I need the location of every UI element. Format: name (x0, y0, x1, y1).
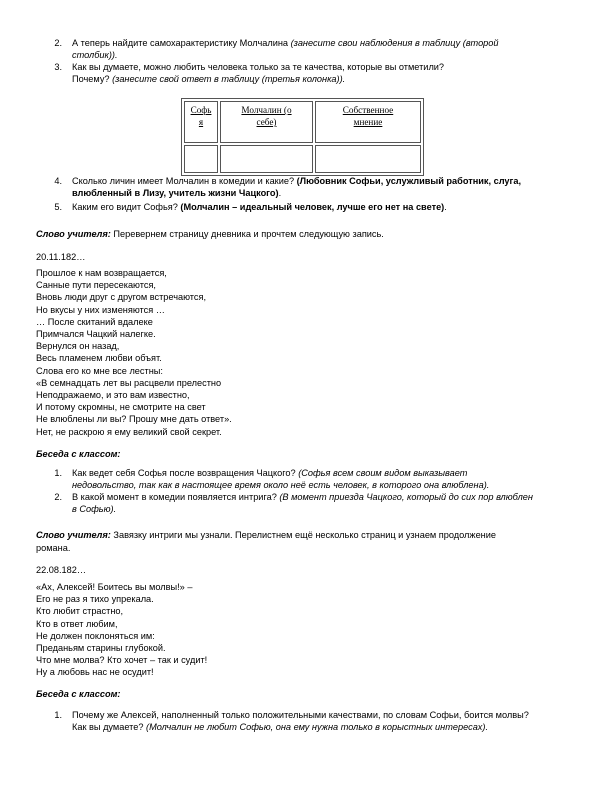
table-cell (184, 145, 218, 173)
poem-line: Но вкусы у них изменяются … (36, 304, 165, 315)
list-number: 2. (54, 492, 62, 502)
table-header-own-opinion: Собственное мнение (315, 101, 421, 143)
diary-date-2: 22.08.182… (36, 565, 87, 575)
text-run: недовольство, так как в настоящее время около неё есть человек, в которого она влюблена). (72, 480, 490, 490)
text-run: Почему? (72, 74, 113, 84)
poem-line: Нет, не раскрою я ему великий свой секрет. (36, 426, 222, 437)
poem-line: Не влюблены ли вы? Прошу мне дать ответ». (36, 414, 232, 425)
list-item-line (72, 479, 489, 491)
text-run: (занесите свой ответ в таблицу (третья колонка)). (112, 74, 346, 84)
list-item-line (72, 467, 467, 479)
text-run: . (278, 188, 282, 198)
table-header-sofia: Софь я (184, 101, 218, 143)
teacher-remark-2: Слово учителя: Завязку интриги мы узнали. Перелистнем ещё несколько страниц и узнаем продолжение (36, 530, 496, 540)
text-run: столбик)). (72, 50, 118, 60)
text-run: Как вы думаете, можно любить человека только за те качества, которые вы отметили? (72, 62, 445, 72)
text-run: (занесите свои наблюдения в таблицу (второй (290, 38, 499, 48)
diary-date-1: 20.11.182… (36, 252, 86, 262)
poem-line: Преданьям старины глубокой. (36, 643, 166, 653)
poem-line: Слова его ко мне все лестны: (36, 365, 163, 376)
list-item-line (72, 709, 529, 721)
list-item-line (72, 503, 116, 515)
poem-line: … После скитаний вдалеке (36, 316, 153, 327)
list-item-line (72, 37, 499, 49)
list-item-line (72, 201, 447, 213)
poem-line: Ну а любовь нас не осудит! (36, 667, 154, 678)
text-run: в Софью). (72, 504, 117, 514)
text-run: Как вы думаете? (72, 722, 147, 732)
poem-line: Что мне молва? Кто хочет – так и судит! (36, 655, 208, 666)
teacher-remark-1: Слово учителя: Перевернем страницу дневника и прочтем следующую запись. (36, 229, 384, 239)
text-run: (Молчалин – идеальный человек, лучше его нет на свете) (180, 202, 445, 212)
list-number: 4. (54, 176, 62, 186)
class-discussion-heading-1: Беседа с классом: (36, 449, 121, 459)
list-number: 5. (54, 202, 62, 212)
list-number: 1. (54, 710, 62, 720)
poem-line: «В семнадцать лет вы расцвели прелестно (36, 377, 222, 388)
text-run: Каким его видит Софья? (72, 202, 181, 212)
text-run: (Любовник Софьи, услужливый работник, слуга, (296, 176, 522, 186)
list-number: 1. (54, 468, 62, 478)
list-item-line (72, 721, 488, 733)
text-run: (Молчалин не любит Софью, она ему нужна только в корыстных интересах). (146, 722, 489, 732)
observation-table (181, 98, 424, 176)
poem-line: Кто любит страстно, (36, 606, 124, 617)
poem-line: Кто в ответ любим, (36, 618, 118, 629)
poem-line: Вернулся он назад, (36, 341, 120, 352)
poem-line: Неподражаемо, и это вам известно, (36, 390, 190, 400)
poem-line: Не должен поклоняться им: (36, 630, 155, 641)
list-item-line (72, 175, 521, 187)
text-run: влюбленный в Лизу, учитель жизни Чацкого) (72, 188, 279, 198)
list-item-line (72, 61, 444, 73)
list-item-line (72, 187, 281, 199)
text-run: (В момент приезда Чацкого, который до сих пор влюблен (279, 492, 533, 502)
table-header-molchalin: Молчалин (о себе) (220, 101, 313, 143)
poem-line: И потому скромны, не смотрите на свет (36, 402, 206, 413)
text-run: А теперь найдите самохарактеристику Молчалина (72, 38, 291, 48)
teacher-remark-2-cont: романа. (36, 543, 71, 553)
poem-line: Прошлое к нам возвращается, (36, 268, 167, 278)
list-number: 3. (54, 62, 62, 72)
list-item-line (72, 49, 118, 61)
text-run: (Софья всем своим видом выказывает (298, 468, 468, 478)
text-run: . (444, 202, 447, 212)
list-number: 2. (54, 38, 62, 48)
text-run: В какой момент в комедии появляется интрига? (72, 492, 280, 502)
table-cell (220, 145, 313, 173)
poem-line: Его не раз я тихо упрекала. (36, 594, 154, 605)
poem-line: Санные пути пересекаются, (36, 280, 156, 291)
table-cell (315, 145, 421, 173)
poem-line: Примчался Чацкий налегке. (36, 329, 156, 339)
poem-line: Вновь люди друг с другом встречаются, (36, 292, 207, 303)
poem-line: Весь пламенем любви объят. (36, 353, 162, 364)
text-run: Как ведет себя Софья после возвращения Чацкого? (72, 468, 299, 478)
list-item-line (72, 73, 345, 85)
text-run: Почему же Алексей, наполненный только положительными качествами, по словам Софьи, боится молвы? (72, 710, 529, 720)
text-run: Сколько личин имеет Молчалин в комедии и какие? (72, 176, 297, 186)
class-discussion-heading-2: Беседа с классом: (36, 689, 121, 699)
list-item-line (72, 491, 533, 503)
poem-line: «Ах, Алексей! Боитесь вы молвы!» – (36, 582, 193, 592)
